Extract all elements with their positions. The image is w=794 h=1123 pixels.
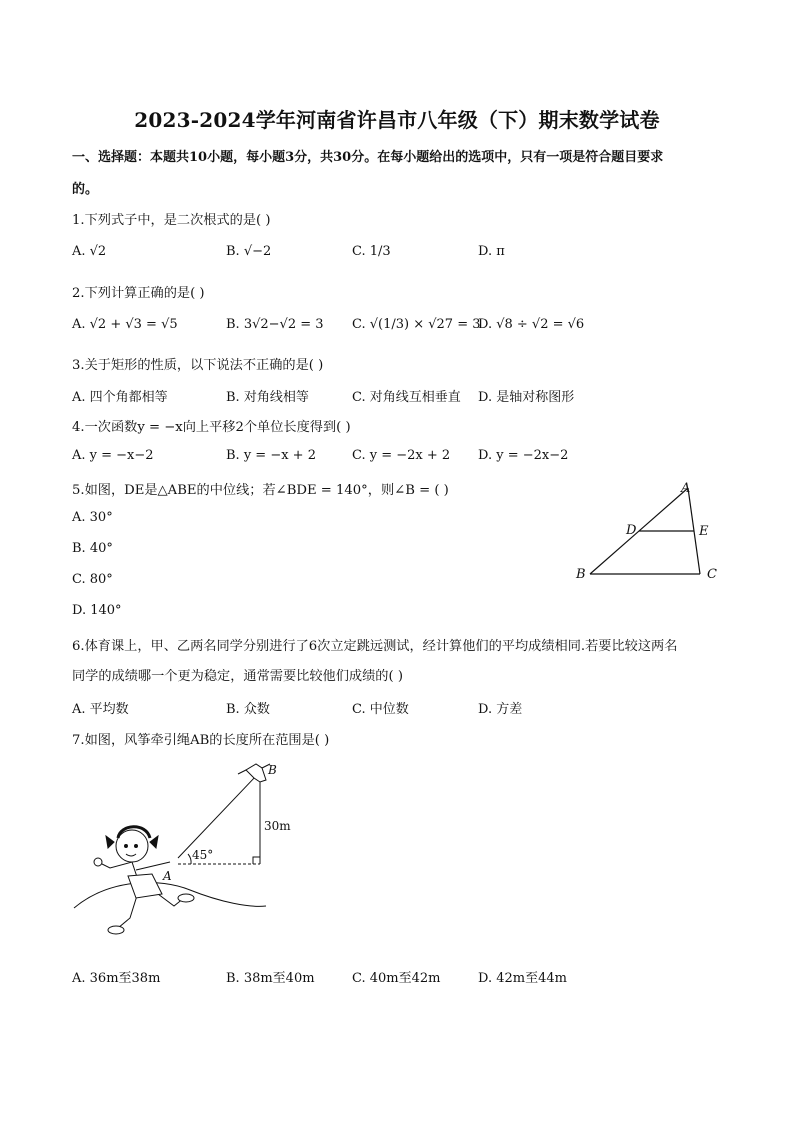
q1-option-b[interactable]: B. √−2: [226, 244, 272, 259]
triangle-figure: [570, 478, 730, 590]
vertex-label-c: C: [707, 567, 717, 582]
question-3-stem: 3.关于矩形的性质，以下说法不正确的是( ): [72, 358, 324, 373]
q6-option-b[interactable]: B. 众数: [226, 702, 270, 717]
q5-option-d[interactable]: D. 140°: [72, 603, 122, 618]
q7-option-d[interactable]: D. 42m至44m: [478, 971, 567, 986]
kite-label-b: B: [268, 763, 277, 777]
q6-option-d[interactable]: D. 方差: [478, 702, 523, 717]
question-4-stem: 4.一次函数y = −x向上平移2个单位长度得到( ): [72, 420, 351, 435]
q6-option-c[interactable]: C. 中位数: [352, 702, 409, 717]
q2-option-c[interactable]: C. √(1/3) × √27 = 3: [352, 317, 481, 332]
q1-option-d[interactable]: D. π: [478, 244, 505, 259]
q2-option-a[interactable]: A. √2 + √3 = √5: [72, 317, 178, 332]
q5-option-a[interactable]: A. 30°: [72, 510, 113, 525]
q6-option-a[interactable]: A. 平均数: [72, 702, 129, 717]
q5-option-b[interactable]: B. 40°: [72, 541, 113, 556]
q3-option-d[interactable]: D. 是轴对称图形: [478, 390, 575, 405]
section-heading-line1: 一、选择题：本题共10小题，每小题3分，共30分。在每小题给出的选项中，只有一项是符合题目要求: [72, 150, 664, 165]
height-label: 30m: [264, 819, 291, 833]
q3-option-a[interactable]: A. 四个角都相等: [72, 390, 168, 405]
q3-option-b[interactable]: B. 对角线相等: [226, 390, 309, 405]
q2-option-d[interactable]: D. √8 ÷ √2 = √6: [478, 317, 585, 332]
q3-option-c[interactable]: C. 对角线互相垂直: [352, 390, 461, 405]
vertex-label-b: B: [576, 567, 586, 582]
q2-option-b[interactable]: B. 3√2−√2 = 3: [226, 317, 324, 332]
angle-label: 45°: [192, 848, 214, 862]
q7-option-a[interactable]: A. 36m至38m: [72, 971, 161, 986]
q4-option-c[interactable]: C. y = −2x + 2: [352, 448, 451, 463]
vertex-label-e: E: [699, 524, 709, 539]
question-5-stem: 5.如图，DE是△ABE的中位线；若∠BDE = 140°，则∠B = ( ): [72, 483, 449, 498]
q4-option-b[interactable]: B. y = −x + 2: [226, 448, 316, 463]
vertex-label-a: A: [681, 481, 691, 496]
question-7-stem: 7.如图，风筝牵引绳AB的长度所在范围是( ): [72, 733, 330, 748]
point-label-a: A: [163, 869, 172, 883]
kite-figure: [70, 758, 291, 953]
vertex-label-d: D: [626, 523, 637, 538]
question-6-stem-line2: 同学的成绩哪一个更为稳定，通常需要比较他们成绩的( ): [72, 669, 403, 684]
page-title: 2023-2024学年河南省许昌市八年级（下）期末数学试卷: [134, 108, 660, 132]
q4-option-a[interactable]: A. y = −x−2: [72, 448, 154, 463]
q1-option-a[interactable]: A. √2: [72, 244, 107, 259]
question-6-stem-line1: 6.体育课上，甲、乙两名同学分别进行了6次立定跳远测试，经计算他们的平均成绩相同.若要比较这两名: [72, 639, 678, 654]
q4-option-d[interactable]: D. y = −2x−2: [478, 448, 569, 463]
q1-option-c[interactable]: C. 1/3: [352, 244, 391, 259]
q7-option-c[interactable]: C. 40m至42m: [352, 971, 441, 986]
section-heading-line2: 的。: [72, 182, 99, 197]
q5-option-c[interactable]: C. 80°: [72, 572, 113, 587]
q7-option-b[interactable]: B. 38m至40m: [226, 971, 315, 986]
question-2-stem: 2.下列计算正确的是( ): [72, 286, 205, 301]
question-1-stem: 1.下列式子中，是二次根式的是( ): [72, 213, 271, 228]
